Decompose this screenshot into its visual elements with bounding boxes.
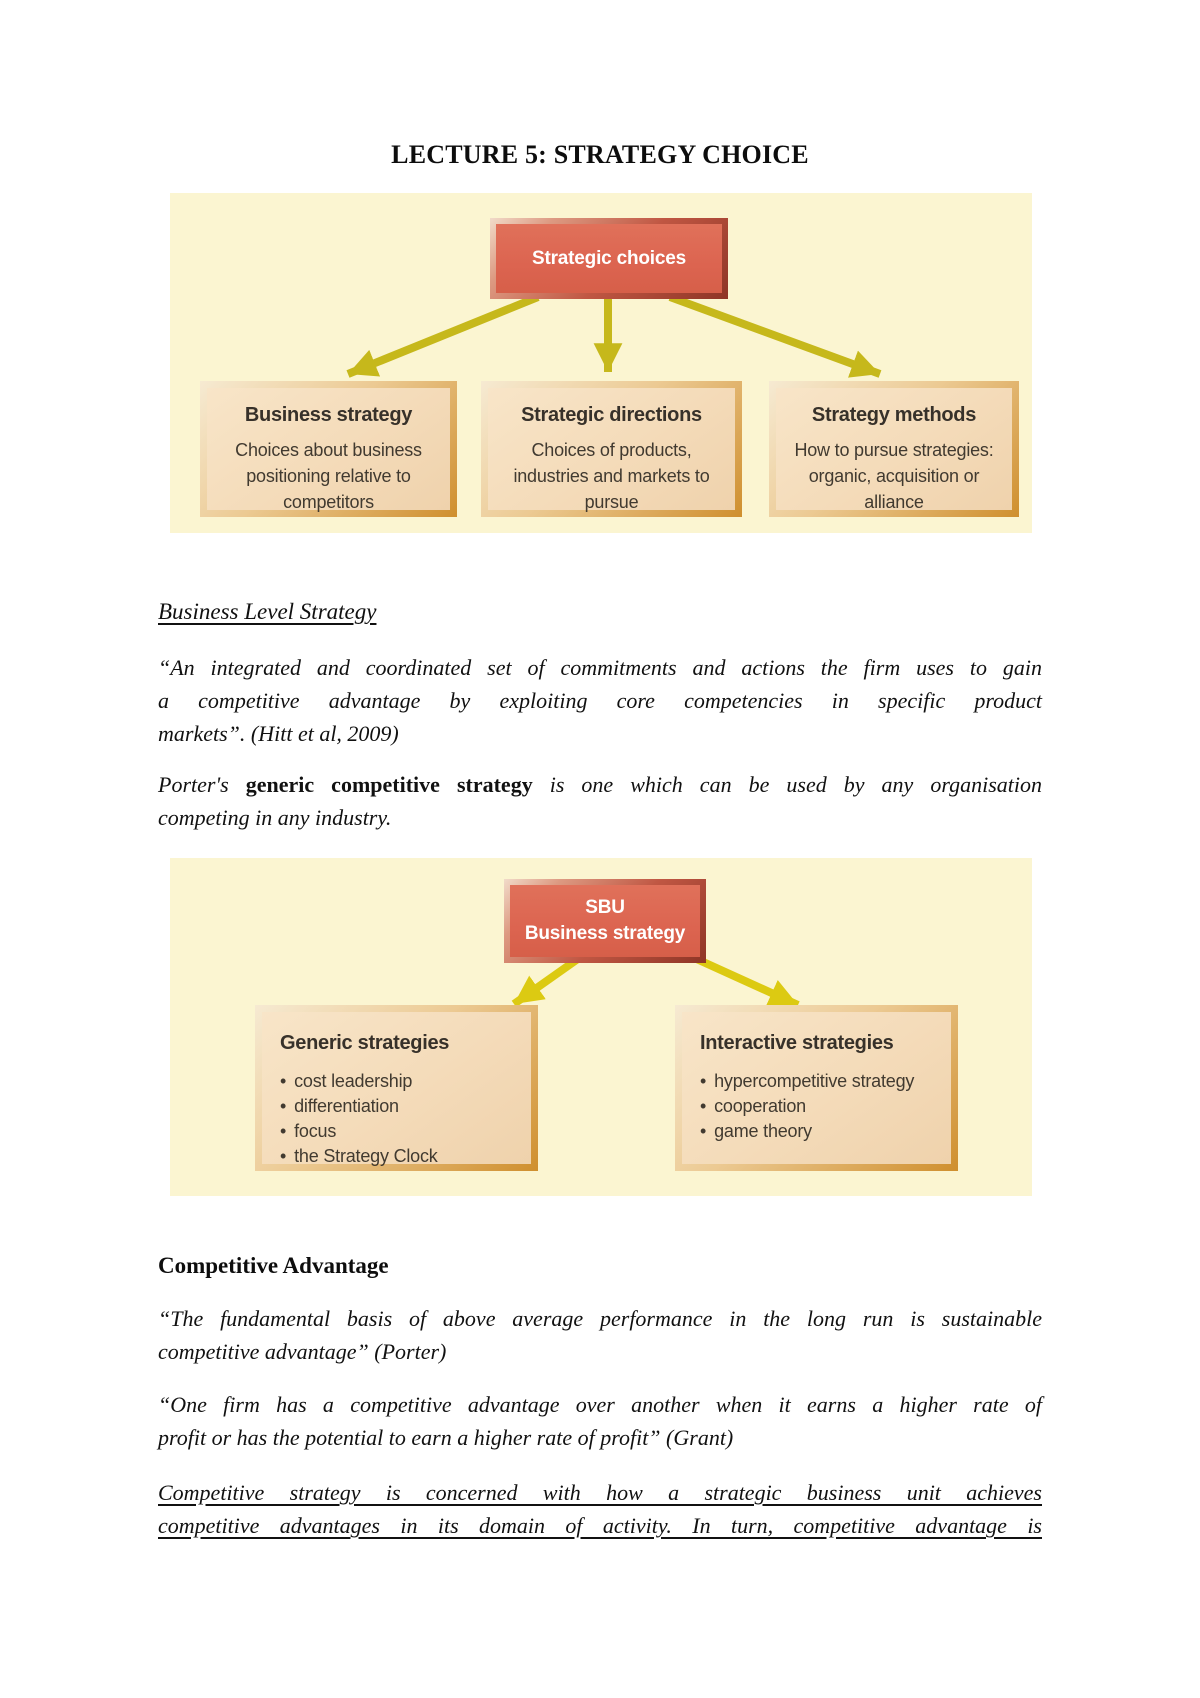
- bullet-item: • hypercompetitive strategy: [700, 1071, 915, 1091]
- node-label-line2: Business strategy: [524, 923, 686, 944]
- arrow-to-generic-strategies-icon: [514, 956, 582, 1004]
- bullet-list: [280, 1069, 517, 1169]
- heading-competitive-advantage: Competitive Advantage: [158, 1253, 389, 1278]
- paragraph-hitt-quote: “An integrated and coordinated set of commitments and actions the firm uses to gain a competitive advantage by exploiting core competencies in specific product markets”. (Hitt et al, 2009): [158, 655, 1042, 746]
- sbu-business-strategy-diagram: [170, 858, 1032, 1196]
- business-strategy-node: [200, 381, 457, 517]
- node-title: Business strategy: [244, 404, 413, 426]
- interactive-strategies-node: [675, 1005, 958, 1171]
- bullet-item: • focus: [280, 1121, 337, 1141]
- bullet-item: • game theory: [700, 1121, 812, 1141]
- node-title: Strategy methods: [811, 404, 977, 426]
- bullet-item: • cooperation: [700, 1096, 806, 1116]
- bullet-item: • the Strategy Clock: [280, 1146, 438, 1166]
- node-title: Generic strategies: [280, 1032, 450, 1054]
- node-title: Strategic directions: [521, 404, 702, 426]
- sbu-business-strategy-node: [504, 879, 706, 963]
- generic-strategies-node: [255, 1005, 538, 1171]
- strategic-choices-diagram: [170, 193, 1032, 533]
- paragraph-porter-quote: “The fundamental basis of above average performance in the long run is sustainable competitive advantage” (Porter): [158, 1306, 1042, 1364]
- arrow-to-interactive-strategies-icon: [690, 956, 798, 1005]
- node-label-line1: SBU: [585, 897, 625, 918]
- paragraph-grant-quote: “One firm has a competitive advantage over another when it earns a higher rate of profit or has the potential to earn a higher rate of profit” (Grant): [158, 1392, 1042, 1450]
- bullet-list: [700, 1069, 937, 1144]
- paragraph-porter-generic-strategy: Porter's generic competitive strategy is one which can be used by any organisation competing in any industry.: [158, 772, 1042, 830]
- paragraph-competitive-strategy: Competitive strategy is concerned with how a strategic business unit achieves competitive advantages in its domain of activity. In turn, competitive advantage is: [158, 1480, 1042, 1538]
- node-body: Choices of products, industries and markets to pursue: [513, 440, 710, 512]
- arrow-to-business-strategy-icon: [348, 297, 538, 374]
- strategic-choices-node: [490, 218, 728, 299]
- bullet-item: • differentiation: [280, 1096, 399, 1116]
- strategic-directions-node: [481, 381, 742, 517]
- node-body: Choices about business positioning relative to competitors: [235, 440, 422, 512]
- bullet-item: • cost leadership: [280, 1071, 413, 1091]
- node-title: Interactive strategies: [700, 1032, 894, 1054]
- node-body: How to pursue strategies: organic, acquisition or alliance: [794, 440, 994, 512]
- heading-business-level-strategy: Business Level Strategy: [158, 599, 377, 624]
- page-title: LECTURE 5: STRATEGY CHOICE: [391, 140, 809, 169]
- node-label: Strategic choices: [532, 247, 686, 269]
- strategy-methods-node: [769, 381, 1019, 517]
- arrow-to-strategy-methods-icon: [670, 297, 880, 374]
